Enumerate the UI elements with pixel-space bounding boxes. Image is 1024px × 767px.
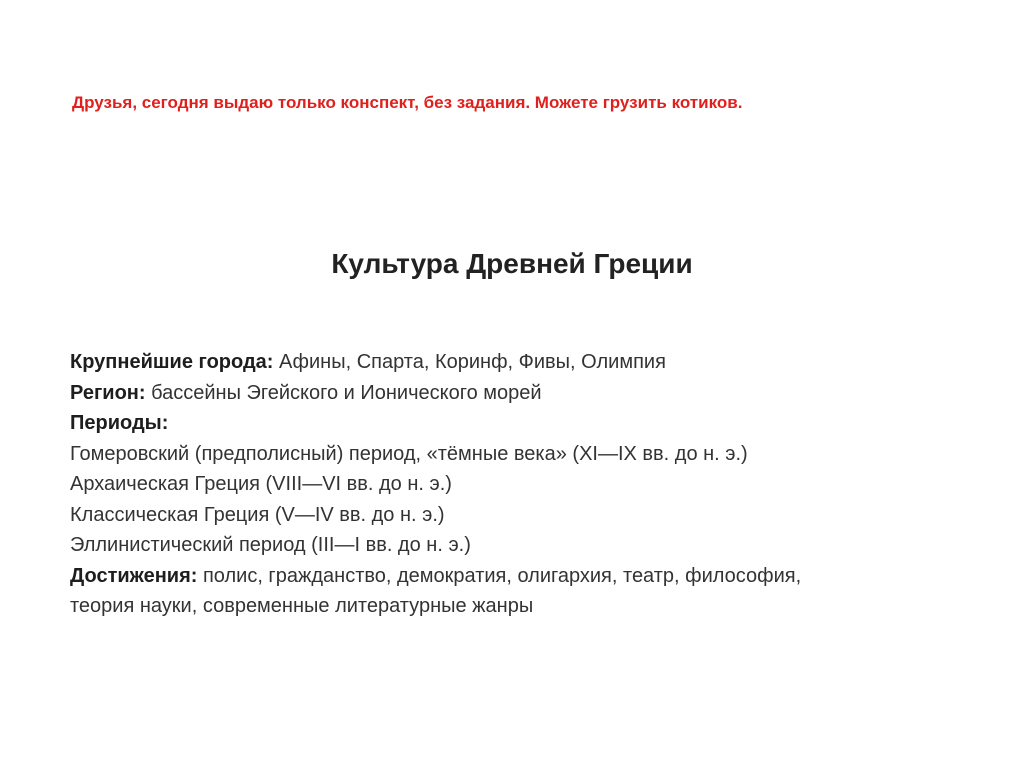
period-item: Эллинистический период (III—I вв. до н. э.) — [70, 534, 471, 556]
region-line — [70, 378, 970, 409]
slide-title: Культура Древней Греции — [331, 248, 693, 279]
periods-label: Периоды: — [70, 412, 169, 434]
periods-line — [70, 408, 970, 439]
period-item: Архаическая Греция (VIII—VI вв. до н. э.) — [70, 473, 452, 495]
period-item: Классическая Греция (V—IV вв. до н. э.) — [70, 503, 445, 526]
achievements-label: Достижения: — [70, 564, 198, 587]
period-item: Гомеровский (предполисный) период, «тёмные века» (XI—IX вв. до н. э.) — [70, 442, 748, 465]
cities-label: Крупнейшие города: — [70, 351, 274, 373]
slide-body — [70, 347, 970, 622]
cities-value: Афины, Спарта, Коринф, Фивы, Олимпия — [273, 351, 666, 373]
region-label: Регион: — [70, 381, 146, 404]
achievements-value-1: полис, гражданство, демократия, олигархия, театр, философия, — [197, 564, 802, 587]
notice-text: Друзья, сегодня выдаю только конспект, без задания. Можете грузить котиков. — [72, 93, 743, 112]
cities-line — [70, 347, 970, 378]
achievements-continuation: теория науки, современные литературные жанры — [70, 595, 534, 617]
achievements-line — [70, 561, 970, 592]
region-value: бассейны Эгейского и Ионического морей — [145, 381, 542, 404]
